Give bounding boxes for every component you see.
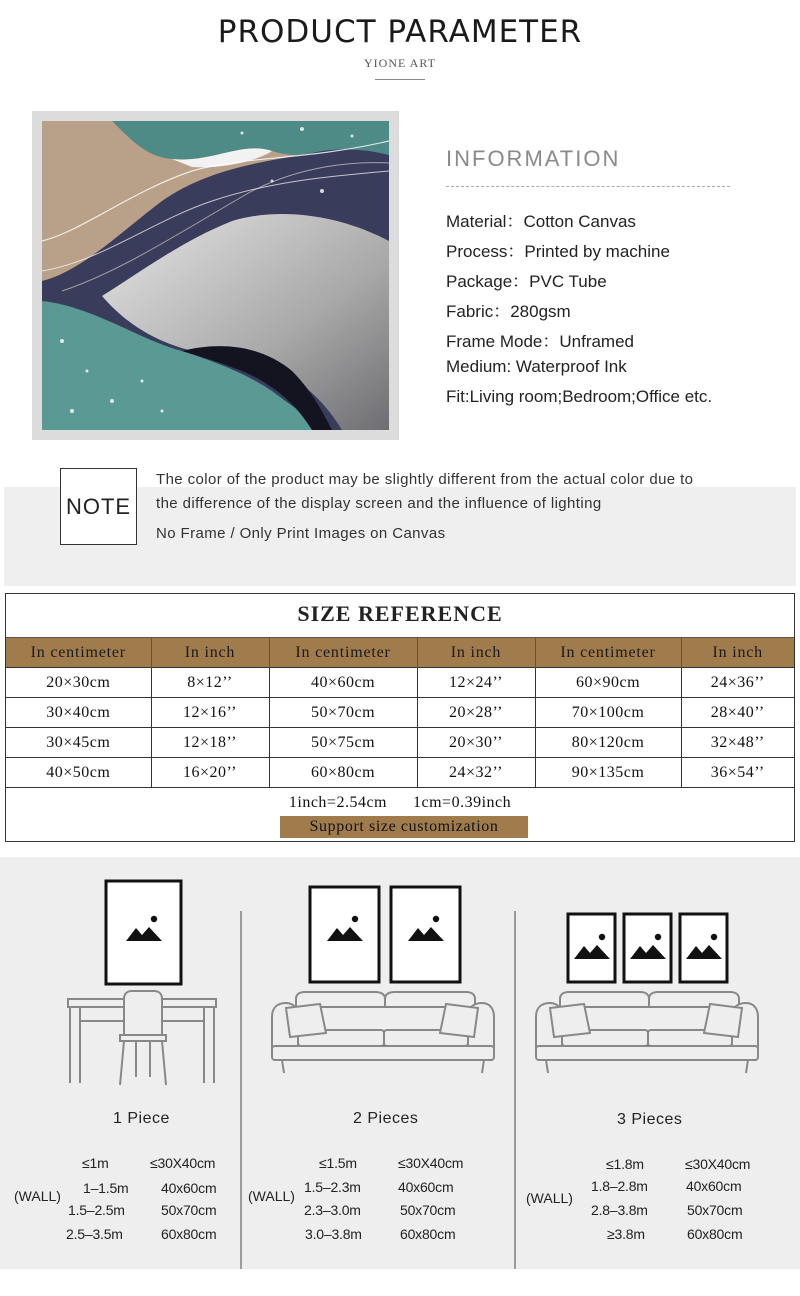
table-cell: 8×12’’ <box>151 668 269 698</box>
wall-width: ≥3.8m <box>607 1226 645 1242</box>
print-size: 50x70cm <box>400 1202 456 1218</box>
print-size: 60x80cm <box>687 1226 743 1242</box>
col-header-cm: In centimeter <box>535 638 681 668</box>
size-table-header <box>6 638 794 668</box>
triple-frame-icon <box>568 914 727 982</box>
cm-to-inch: 1cm=0.39inch <box>413 794 512 811</box>
title-underline <box>375 79 425 80</box>
print-size: 60x80cm <box>400 1226 456 1242</box>
sofa-illustration-2 <box>272 992 494 1073</box>
table-cell: 90×135cm <box>535 758 681 788</box>
print-size: ≤30X40cm <box>398 1155 464 1171</box>
print-size: 40x60cm <box>686 1178 742 1194</box>
table-cell: 28×40’’ <box>681 698 794 728</box>
wall-width: 2.3–3.0m <box>304 1202 361 1218</box>
wall-label: (WALL) <box>248 1188 295 1204</box>
size-table <box>6 637 794 788</box>
table-cell: 20×30cm <box>6 668 151 698</box>
desk-illustration <box>68 991 216 1085</box>
table-cell: 50×70cm <box>269 698 417 728</box>
table-cell: 60×80cm <box>269 758 417 788</box>
table-cell: 50×75cm <box>269 728 417 758</box>
wall-width: 1.5–2.5m <box>68 1202 125 1218</box>
table-row <box>6 698 794 728</box>
one-piece-label: 1 Piece <box>113 1110 170 1127</box>
table-row <box>6 728 794 758</box>
two-pieces-label: 2 Pieces <box>353 1110 419 1127</box>
col-header-cm: In centimeter <box>269 638 417 668</box>
double-frame-icon <box>310 887 460 982</box>
information-list <box>446 207 712 417</box>
print-size: ≤30X40cm <box>150 1155 216 1171</box>
brand-name: YIONE ART <box>364 56 436 70</box>
col-header-inch: In inch <box>151 638 269 668</box>
wall-width: 1.5–2.3m <box>304 1179 361 1195</box>
page-title: PRODUCT PARAMETER <box>217 14 583 50</box>
inch-to-cm: 1inch=2.54cm <box>288 794 387 811</box>
print-size: 50x70cm <box>161 1202 217 1218</box>
sofa-illustration-3 <box>536 992 758 1073</box>
table-cell: 70×100cm <box>535 698 681 728</box>
info-package: Package：PVC Tube <box>446 272 607 291</box>
note-text-line-1: The color of the product may be slightly different from the actual color due to <box>156 471 694 488</box>
table-cell: 12×24’’ <box>417 668 535 698</box>
room-illustrations <box>0 857 800 1087</box>
table-cell: 24×36’’ <box>681 668 794 698</box>
single-frame-icon <box>106 881 181 984</box>
info-material: Material：Cotton Canvas <box>446 212 636 231</box>
note-text-line-3: No Frame / Only Print Images on Canvas <box>156 525 446 542</box>
size-reference-title: SIZE REFERENCE <box>297 601 503 626</box>
table-cell: 24×32’’ <box>417 758 535 788</box>
table-cell: 12×18’’ <box>151 728 269 758</box>
info-process: Process：Printed by machine <box>446 242 670 261</box>
print-size: 40x60cm <box>398 1179 454 1195</box>
table-cell: 32×48’’ <box>681 728 794 758</box>
table-cell: 80×120cm <box>535 728 681 758</box>
wall-width: ≤1.8m <box>606 1156 644 1172</box>
table-cell: 40×60cm <box>269 668 417 698</box>
table-cell: 30×40cm <box>6 698 151 728</box>
table-cell: 60×90cm <box>535 668 681 698</box>
col-header-cm: In centimeter <box>6 638 151 668</box>
table-cell: 20×28’’ <box>417 698 535 728</box>
wall-width: ≤1.5m <box>319 1155 357 1171</box>
abstract-painting <box>42 121 389 430</box>
info-medium: Medium: Waterproof Ink <box>446 357 627 376</box>
three-pieces-label: 3 Pieces <box>617 1111 683 1128</box>
info-fabric: Fabric：280gsm <box>446 302 571 321</box>
note-text-line-2: the difference of the display screen and the influence of lighting <box>156 495 602 512</box>
wall-label: (WALL) <box>526 1190 573 1206</box>
col-header-inch: In inch <box>417 638 535 668</box>
print-size: 40x60cm <box>161 1180 217 1196</box>
table-cell: 36×54’’ <box>681 758 794 788</box>
wall-width: 1–1.5m <box>83 1180 129 1196</box>
wall-width: 2.8–3.8m <box>591 1202 648 1218</box>
information-heading: INFORMATION <box>446 146 621 171</box>
print-size: ≤30X40cm <box>685 1156 751 1172</box>
table-cell: 20×30’’ <box>417 728 535 758</box>
wall-width: 1.8–2.8m <box>591 1178 648 1194</box>
unit-conversion <box>6 794 794 812</box>
wall-label: (WALL) <box>14 1188 61 1204</box>
information-divider <box>446 186 730 187</box>
table-row <box>6 668 794 698</box>
table-cell: 16×20’’ <box>151 758 269 788</box>
customization-badge: Support size customization <box>280 816 528 838</box>
table-cell: 40×50cm <box>6 758 151 788</box>
info-frame-mode: Frame Mode：Unframed <box>446 332 635 351</box>
info-fit: Fit:Living room;Bedroom;Office etc. <box>446 387 713 406</box>
artwork-image <box>32 111 399 440</box>
size-reference-section <box>5 593 795 842</box>
print-size: 50x70cm <box>687 1202 743 1218</box>
table-cell: 12×16’’ <box>151 698 269 728</box>
wall-width: ≤1m <box>82 1155 109 1171</box>
note-label: NOTE <box>60 468 137 545</box>
table-row <box>6 758 794 788</box>
print-size: 60x80cm <box>161 1226 217 1242</box>
col-header-inch: In inch <box>681 638 794 668</box>
wall-width: 2.5–3.5m <box>66 1226 123 1242</box>
table-cell: 30×45cm <box>6 728 151 758</box>
wall-width: 3.0–3.8m <box>305 1226 362 1242</box>
